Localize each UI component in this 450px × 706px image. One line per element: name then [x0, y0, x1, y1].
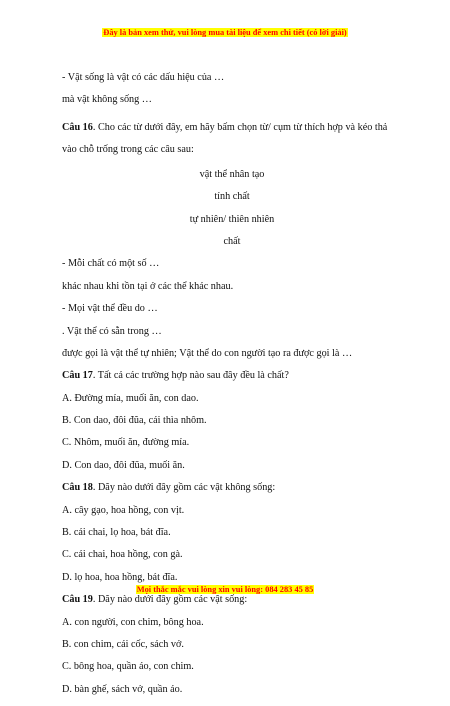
question-19-label: Câu 19 [62, 594, 93, 606]
question-18 [62, 482, 402, 504]
question-16-text: . Cho các từ dưới đây, em hãy bấm chọn từ/ cụm từ thích hợp và kéo thả vào chỗ trống trong các câu sau: [62, 121, 388, 155]
question-16-label: Câu 16 [62, 121, 93, 133]
fill-sentence-2: khác nhau khi tồn tại ở các thể khác nhau. [62, 280, 234, 292]
question-16 [62, 117, 402, 161]
intro-line-2: mà vật không sống … [62, 94, 152, 106]
fill-sentence-4: . Vật thể có sẵn trong … [62, 325, 162, 337]
question-17-label: Câu 17 [62, 370, 93, 382]
q18-option-d[interactable]: D. lọ hoa, hoa hồng, bát đĩa. [62, 571, 178, 583]
fill-sentence-5: được gọi là vật thể tự nhiên; Vật thể do con người tạo ra được gọi là … [62, 347, 353, 359]
intro-line-1: - Vật sống là vật có các dấu hiệu của … [62, 72, 225, 83]
preview-notice-banner [0, 28, 450, 37]
contact-banner [0, 585, 450, 594]
q17-option-c[interactable]: C. Nhôm, muối ăn, đường mía. [62, 437, 190, 449]
word-option-2[interactable]: tính chất [214, 191, 250, 203]
q18-option-a[interactable]: A. cây gạo, hoa hồng, con vịt. [62, 504, 185, 516]
fill-sentence-1: - Mỗi chất có một số … [62, 258, 160, 270]
q19-option-d[interactable]: D. bàn ghế, sách vở, quần áo. [62, 683, 183, 695]
question-18-text: . Dãy nào dưới đây gồm các vật không sống: [92, 482, 276, 494]
question-18-label: Câu 18 [62, 482, 93, 494]
q17-option-a[interactable]: A. Đường mía, muối ăn, con dao. [62, 392, 199, 404]
question-19-text: . Dãy nào dưới đây gồm các vật sống: [92, 594, 248, 606]
document-body [62, 72, 402, 706]
word-option-3[interactable]: tự nhiên/ thiên nhiên [189, 213, 275, 225]
q18-option-b[interactable]: B. cái chai, lọ hoa, bát đĩa. [62, 527, 171, 539]
question-17 [62, 370, 402, 392]
word-option-4[interactable]: chất [223, 235, 241, 247]
q19-option-a[interactable]: A. con người, con chim, bông hoa. [62, 616, 204, 628]
q19-option-b[interactable]: B. con chim, cái cốc, sách vở. [62, 638, 184, 650]
question-17-text: . Tất cả các trường hợp nào sau đây đều là chất? [92, 370, 289, 382]
word-option-1[interactable]: vật thể nhân tạo [199, 168, 265, 180]
contact-text: Mọi thắc mắc vui lòng xin vui lòng: 084 283 45 85 [136, 585, 314, 594]
q17-option-b[interactable]: B. Con dao, đôi đũa, cái thìa nhôm. [62, 415, 207, 427]
q19-option-c[interactable]: C. bông hoa, quần áo, con chim. [62, 661, 194, 673]
question-19 [62, 594, 402, 616]
q18-option-c[interactable]: C. cái chai, hoa hồng, con gà. [62, 549, 183, 561]
preview-notice-text: Đây là bản xem thử, vui lòng mua tài liệu để xem chi tiết (có lời giải) [103, 28, 347, 37]
fill-sentence-3: - Mọi vật thể đều do … [62, 303, 158, 315]
q17-option-d[interactable]: D. Con dao, đôi đũa, muối ăn. [62, 459, 185, 471]
